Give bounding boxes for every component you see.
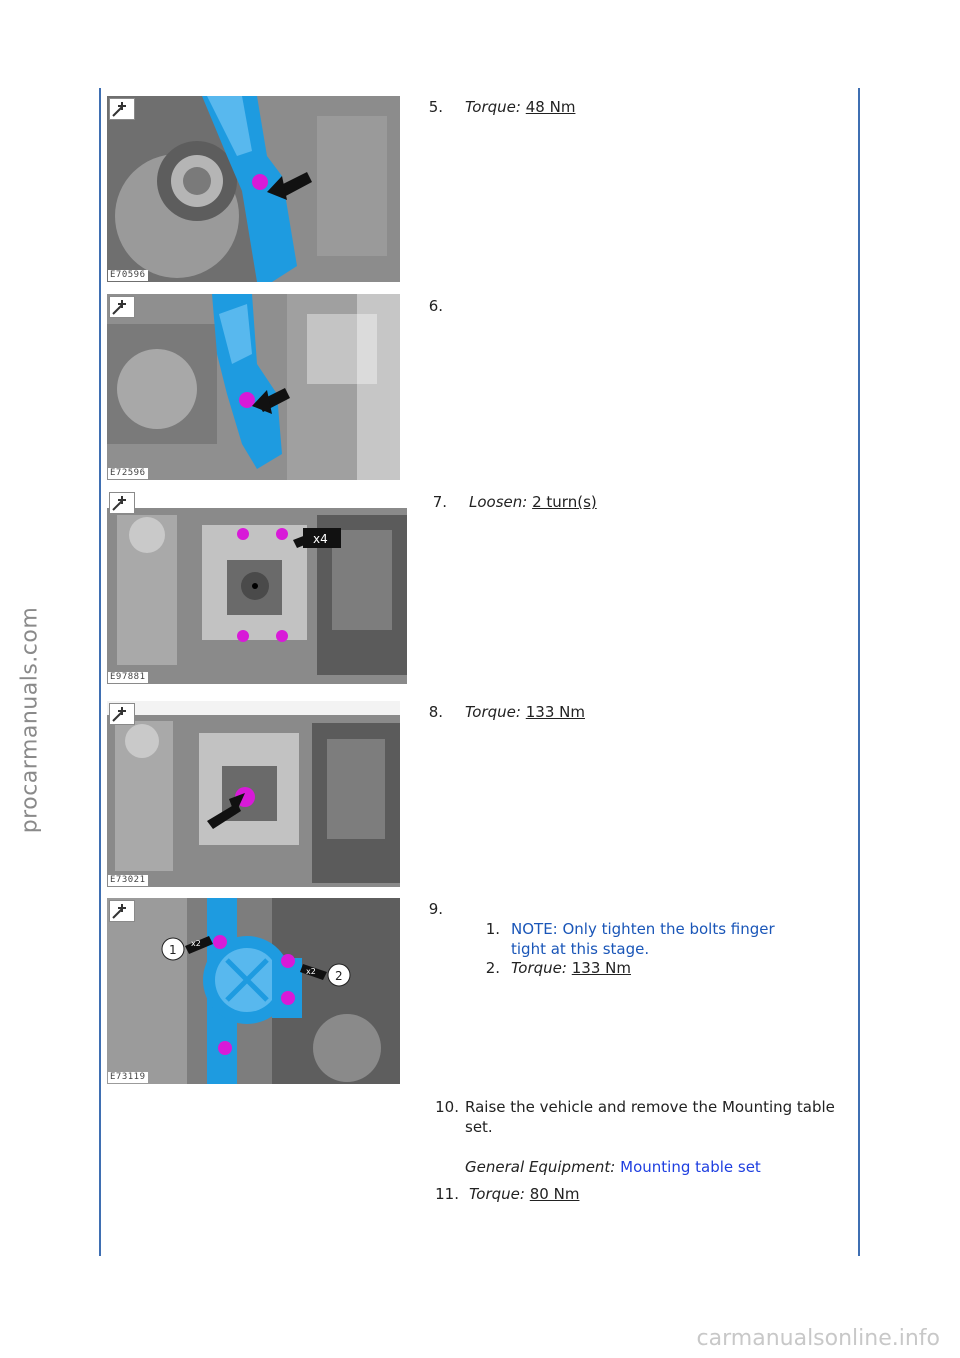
equipment-link[interactable]: Mounting table set xyxy=(620,1158,761,1176)
step-number: 9. xyxy=(428,900,443,918)
torque-value: 133 Nm xyxy=(571,959,631,977)
zoom-icon[interactable] xyxy=(109,492,135,514)
step-7-illustration xyxy=(107,490,407,684)
torque-value: 133 Nm xyxy=(525,703,585,721)
loosen-label: Loosen: xyxy=(469,493,528,511)
step-7-figure[interactable] xyxy=(107,490,407,684)
step-8-figure[interactable] xyxy=(107,701,400,887)
note-line-1: NOTE: Only tighten the bolts finger xyxy=(511,920,775,938)
instruction-line-2: set. xyxy=(465,1118,493,1136)
note-line-2: tight at this stage. xyxy=(511,940,650,958)
callout-1: 1 xyxy=(169,943,177,957)
callout-1-quantity: x2 xyxy=(191,939,201,948)
zoom-icon[interactable] xyxy=(109,900,135,922)
figure-code: E70596 xyxy=(110,270,146,280)
step-5-illustration xyxy=(107,96,400,282)
callout-2: 2 xyxy=(335,969,343,983)
torque-value: 48 Nm xyxy=(525,98,576,116)
figure-code: E97881 xyxy=(110,672,146,682)
zoom-icon[interactable] xyxy=(109,296,135,318)
step-number: 6. xyxy=(428,297,443,315)
torque-label: Torque: xyxy=(465,98,521,116)
figure-code: E72596 xyxy=(110,468,146,478)
step-number: 7. xyxy=(432,493,447,511)
substep-number: 2. xyxy=(485,959,500,977)
callout-2-quantity: x2 xyxy=(306,967,316,976)
figure-code: E73119 xyxy=(110,1072,146,1082)
step-number: 11. xyxy=(435,1185,459,1203)
step-6-illustration xyxy=(107,294,400,480)
right-border-rule xyxy=(858,88,860,1256)
step-9-illustration xyxy=(107,898,400,1084)
step-number: 8. xyxy=(428,703,443,721)
torque-label: Torque: xyxy=(465,703,521,721)
step-9-figure[interactable] xyxy=(107,898,400,1084)
footer-watermark: carmanualsonline.info xyxy=(696,1326,940,1351)
figure-code: E73021 xyxy=(110,875,146,885)
quantity-badge: x4 xyxy=(313,532,328,546)
side-watermark: procarmanuals.com xyxy=(17,606,43,834)
general-equipment xyxy=(465,1157,761,1177)
step-8-illustration xyxy=(107,701,400,887)
instruction-line-1: Raise the vehicle and remove the Mounting table xyxy=(465,1098,835,1116)
torque-label: Torque: xyxy=(469,1185,525,1203)
zoom-icon[interactable] xyxy=(109,98,135,120)
loosen-value: 2 turn(s) xyxy=(532,493,597,511)
substep-number: 1. xyxy=(485,920,500,938)
zoom-icon[interactable] xyxy=(109,703,135,725)
step-5-figure[interactable] xyxy=(107,96,400,282)
torque-value: 80 Nm xyxy=(529,1185,580,1203)
step-number: 10. xyxy=(435,1098,459,1116)
step-6-figure[interactable] xyxy=(107,294,400,480)
torque-label: Torque: xyxy=(511,959,567,977)
equipment-label: General Equipment: xyxy=(465,1158,616,1176)
step-number: 5. xyxy=(428,98,443,116)
left-border-rule xyxy=(99,88,101,1256)
